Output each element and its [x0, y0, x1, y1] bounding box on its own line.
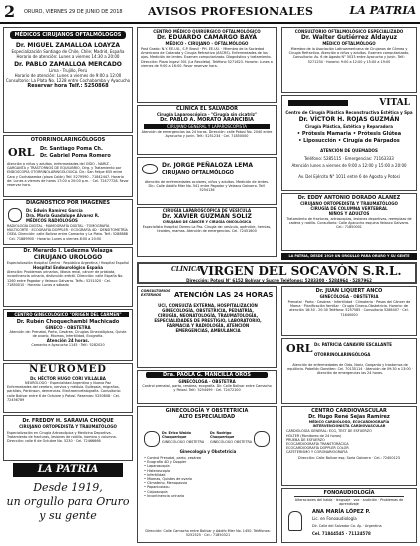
ophthalmologist-ad: [137, 157, 277, 205]
doctor-specialty: CIRUJANO ORTOPEDISTA Y TRAUMATÓLOGO: [19, 424, 117, 429]
phone-text: Reservar hora Telf.: 5250868: [27, 83, 109, 89]
radiology-icon: [8, 208, 22, 222]
service-item: FARMACIA Y RADIOLOGÍA, ATENCIÓN: [166, 323, 250, 328]
ad-title: DIAGNÓSTICO POR IMÁGENES: [26, 200, 110, 206]
hours-text: Atención lunes a viernes de 9:00 a 12:00 y 15:00 a 20:00: [291, 163, 407, 168]
doctor-specialty: CIRUJANO DE CÁNCER Y CIRUGÍA ONCOLÓGICA: [162, 220, 252, 224]
doctor-name: Dr. Rubén Choquechambi Machicado: [16, 319, 120, 325]
neuromed-logo: NEUROMED: [29, 364, 107, 375]
doctor-specialty: MÉDICO CARDIÓLOGO, ECOCARDIOGRAFÍA: [308, 420, 390, 424]
gineco-obstetra-ad: [281, 286, 417, 336]
page-number: 2: [4, 2, 16, 21]
hours-text: ATENCIÓN LAS 24 HORAS: [174, 291, 274, 299]
address-text: Av. Del Ejército N° 1011 entre 6 de Agosto y Potosí: [298, 174, 400, 179]
dateline: ORURO, VIERNES 29 DE JUNIO DE 2018: [24, 9, 123, 15]
doctor-name: Dr. Hugo René Sejas Ramírez: [308, 414, 390, 420]
doctor-specialty: GINECÓLOGA · OBSTETRA: [178, 379, 236, 384]
doctor-name: Dra. María Guadalupe Alvarez R.: [26, 213, 100, 218]
clinic-address: Dirección: Potosí N° 6152 Bolívar y Sucre Teléfonos: 5283300 · 5284964 · 5287962: [186, 278, 372, 283]
ad-body: Post Grado: N.Y. EE.UU., S.P. Brasil · PH. EE.UU. · Miembro de la Sociedad Americana de Catarata y Cirugía Refractiva (ASCRS). Enfermedades de los ojos. Medición de lentes. Examen computarizado. Diagnóstico y tratamiento. Dirección: Plaza Ingavi 301 (La Recoleta). Teléfono 5271623. Horario: Lunes a viernes de 9:00 a 16:00. Favor reservar hora.: [141, 47, 273, 68]
doctor-specialty: Lima - Trujillo, Perú: [48, 68, 88, 73]
doctor-name: Dr. EDUARDO CAMARGO BAYÁ: [156, 34, 258, 41]
gyn-obstetrics-ad: [137, 406, 277, 543]
service-item: UCI, CONSULTA EXTERNA, HOSPITALIZACIÓN: [158, 303, 258, 308]
la-patria-strip: LA PATRIA, DESDE 1919 UN ORGULLO PARA ORURO Y SU GENTE: [281, 253, 417, 260]
vital-logo: VITAL: [379, 98, 410, 108]
ad-title: CONSULTORIO OFTALMOLÓGICO ESPECIALIZADO: [294, 29, 404, 34]
ad-subtitle: Especialización Hospital Centra · República Argentina / Hospital Español: [6, 261, 130, 265]
doctor-specialty: GINECÓLOGO OBSTETRA: [162, 440, 205, 444]
clinic-name: VIRGEN DEL SOCAVÓN S.R.L.: [199, 264, 402, 278]
ophthalmology-ad: [3, 27, 133, 133]
logo-bar: [288, 100, 348, 106]
page-header: [0, 0, 420, 24]
doctor-specialty: GINECÓLOGA · OBSTETRIA: [319, 294, 379, 299]
ortho-spine-ad: [281, 193, 417, 251]
ad-body: Enfermedades del cerebro, nervios y médula. Epilepsia, migrañas, parálisis, Parkinson, demencias. Electroencefalografía. Consultorio: calle Bolívar entre 6 de Octubre y Potosí. Reservas: 5250808 · Cel. 72456789: [7, 385, 121, 402]
phone-text: Teléfono: 5285115 · Emergencias: 71163333: [304, 156, 394, 161]
section-title: AVISOS PROFESIONALES: [148, 5, 314, 18]
doctor-name: Dr. PABLO ZAMALLOA MERCADO: [14, 61, 122, 68]
photo-placeholder: [144, 431, 160, 447]
services-list: [286, 429, 412, 454]
laparoscopy-ad: [137, 207, 277, 257]
service-item: • Control Prenatal, parto, cesárea: [144, 456, 201, 460]
service-item: EMERGENCIAS, AMBULANCIA: [175, 328, 241, 333]
orl-canaviri-ad: [281, 338, 417, 404]
service-item: • Papanicolaou: [144, 485, 170, 490]
ad-subtitle: Cirugía Laparoscópica · "Cirugía sin cicatriz": [156, 112, 258, 117]
ad-title: GINECOLOGÍA Y OBSTETRICIA ALTO ESPECIALIDAD: [165, 408, 249, 420]
doctor-name: Dr. Merardo I. Ledezma Velazga: [23, 248, 113, 254]
ad-body: Atención de enfermedades de Oído, Nariz, Garganta y trastornos de equilibrio. Pabellón Dorotten: Cel. 70135114 · Atención de 09:30 a 13:00 · Atención de emergencias las 24 horas.: [287, 363, 413, 376]
doctor-specialty: MÉDICO - CIRUJANO - OFTALMÓLOGO: [165, 41, 249, 46]
hours-text: Horario de atención: Lunes a viernes de 9:00 a 12:00: [14, 73, 122, 78]
service-item: CARDIOLOGÍA GENERAL: ECG, TEST DE ESFUERZO: [286, 429, 372, 434]
vital-plastic-surgery-ad: [281, 95, 417, 191]
cardiovascular-ad: [281, 406, 417, 486]
doctor-name: Dr. Gabriel Poma Romero: [40, 153, 111, 159]
ad-title: FONOAUDIOLOGÍA: [294, 490, 404, 497]
ad-body: Atención: Problemas urinarios, litiasis renal, cáncer de próstata, incontinencia urinaria, disfunción eréctil. Dirección: calle España No. 1260 entre Pagador y Velasco Galvarro. Telfs.: 5251020 · Cel. 71850010 · Horario: Lunes a sábado: [7, 270, 124, 287]
eye-clinic-ad: [281, 27, 417, 93]
hospital-name: Hospital Endourológico España: [33, 265, 103, 271]
ad-subtitle: Centro de Cirugía Plástica Reconstructiva Estética y Spa: [285, 110, 413, 115]
doctor-specialty: NEURÓLOGO · Especialidad Argentina y Nueva Paz: [25, 381, 111, 385]
service-item: • Histeroscopía: [144, 468, 171, 473]
ad-subtitle: CIRUGÍA DE COLUMNA VERTEBRAL: [310, 206, 388, 211]
service-item: GINECOLOGÍA, OBSTETRICIA, PEDIATRÍA,: [162, 308, 254, 313]
address-text: Dirección: Calle Camacho entre Bolívar y Adolfo Mier No. 1450. Teléfonos: 5252525 · Cel.: 71850321: [145, 529, 271, 538]
banner-line: Desde 1919,: [33, 481, 103, 494]
ad-body: Especialista Hospital Obrero La Paz. Cirugía de: vesícula, apéndice, hernias, tiroides, mamas. Atención de emergencias. Cel. 72451600: [142, 225, 272, 234]
service-item: • Colposcopía: [144, 489, 168, 494]
doctor-specialty: OTORRINOLARINGÓLOGA: [314, 352, 371, 357]
photo-placeholder: [254, 431, 270, 447]
person-icon: [288, 511, 302, 531]
clinic-header-ad: [137, 262, 417, 284]
ad-body: RADIOLOGÍA DIGITAL · MAMOGRAFÍA DIGITAL · TOMOGRAFÍA MULTICORTE · ECOGRAFÍA DOPPLER · ECOGRAFÍA 4D · DENSITOMETRÍA ÓSEA. Dirección: calle Bolívar entre Camacho y La Plata. Telf.: 5288888 · Cel. 71889900 · Horario: Lunes a viernes 8:00 a 20:00: [7, 224, 128, 241]
doctor-name: Dr. EDDY ANTONIO DORADO ALANEZ: [297, 195, 401, 201]
neuromed-ad: [3, 363, 133, 413]
doctor-specialty: GINECO - OBSTETRA: [45, 325, 91, 330]
clinic-services-ad: [137, 286, 277, 368]
service-item: • Incontinencia urinaria: [144, 493, 185, 498]
la-patria-banner: [3, 463, 133, 543]
ad-title: CIRUJANO UROLOGO: [33, 254, 103, 261]
services-list: [144, 456, 274, 498]
doctor-name: Dr. Walter Gutiérrez Aldayuz: [300, 34, 398, 41]
ad-body: Atención de enfermedades oculares, niños y adultos. Medición de lentes. Dir.: Calle Adolfo Mier No. 541 entre Pagador y Velasco Galvarro. Telf. 5254136: [144, 180, 270, 193]
doctor-specialty: GINECÓLOGO OBSTETRA: [210, 440, 253, 444]
ad-title: OTORRINOLARINGÓLOGOS: [30, 137, 106, 143]
doctor-name: Dr. VÍCTOR H. ROJAS GUZMÁN: [298, 116, 400, 123]
ad-subtitle: ATENCIÓN DE QUEMADOS: [320, 148, 378, 153]
doctor-specialty: Especialización Santiago de Chile, Chile; Madrid, España: [11, 49, 125, 54]
doctor-name: Dr. Edwin Ramírez García: [26, 208, 83, 213]
service-item: • Miomas, Quistes de ovario: [144, 477, 192, 482]
address-text: Dirección: Calle Bolívar esq. Soria Galvarro · Cel.: 72400123: [298, 455, 400, 460]
eye-surgery-center-ad: [137, 27, 277, 103]
doctor-name: Dra. PAOLA G. MANCILLA OROS: [146, 372, 268, 378]
service-item: HOLTER (Monitoreo de 24 horas): [286, 433, 342, 438]
ad-title: CIRUGÍA LAPAROSCÓPICA DE VESÍCULA: [162, 208, 252, 213]
doctor-name: Dr. PATRICIA CANAVIRI ESCALANTE: [314, 342, 393, 347]
service-item: ESPECIALIDADES DE PRESTIGIO, LABORATORIO,: [154, 318, 262, 323]
masthead: LA PATRIA: [349, 4, 416, 17]
imaging-ad: [3, 199, 133, 245]
urology-ad: [3, 247, 133, 307]
orl-logo: ORL: [8, 146, 35, 159]
hours-text: Horario de atención: Lunes a viernes 14:30 a 20:00: [16, 54, 120, 59]
services-list: [141, 303, 275, 333]
service-list: • Liposucción • Cirugía de Párpados: [298, 138, 400, 144]
doctor-specialty: MÉDICO OFTALMÓLOGO: [322, 41, 376, 46]
doctor-name: Dr. PABLO A. MORATO ARANCIBIA: [160, 117, 254, 123]
doctor-specialty: CIRUJANO ORTOPEDISTA Y TRAUMATÓLOGO: [300, 201, 398, 206]
doctor-name: Dr. JORGE PEÑALOZA LEMA: [162, 162, 254, 169]
hours-text: Atención 24 horas.: [46, 338, 90, 344]
ad-body: Prenatal · Parto · Cesárea · Infertilidad · Climaterio · Pesas del Cáncer de Mama · Planificación familiar · Cirugía Gineco-Obstetricia. Horario: de atención 16:30 - 20:30 Teléfono: 5257585 · Consultorio 5286407 · Cel. 71640000: [287, 300, 411, 317]
doctor-name: Dr. MIGUEL ZAMALLOA LOAYZA: [15, 42, 121, 49]
therapist-title: Lic. en Fonoaudiología: [312, 516, 357, 521]
service-list: • Prótesis Mamaria • Prótesis Glútea: [296, 131, 402, 137]
orl-logo: ORL: [286, 342, 313, 355]
doctor-name: Dr. Santiago Poma Ch.: [40, 146, 103, 152]
address-text: Dir. Calle del Salvador Ca. Ay. · Argentina: [312, 524, 382, 528]
service-item: • Ecografía 4D y Doppler: [144, 460, 187, 465]
doctor-name: Dr. Rodrigo Choquerique: [210, 431, 235, 440]
clinica-el-salvador-ad: [137, 105, 277, 155]
ad-subtitle: NIÑOS Y ADULTOS: [328, 211, 370, 216]
banner-masthead: LA PATRIA: [13, 463, 123, 477]
orl-ad: [3, 135, 133, 197]
doctor-name: Dr. XAVIER GUZMÁN SOLIZ: [162, 213, 252, 220]
doctor-name: Dr. FREDDY H. SARAVIA CHOQUE: [22, 418, 114, 424]
doctor-name: Dr. Erico Waldo Choquerique: [162, 431, 191, 440]
eye-icon: [142, 164, 158, 174]
doctor-name: Dr. HÉCTOR HUGO CORI VILLALBA: [30, 376, 106, 381]
clinic-tag: CLÍNICA: [171, 266, 201, 273]
services-text: Alteraciones del habla · lenguaje · voz · audición · Problemas de aprendizaje: [294, 498, 404, 507]
address-text: Camacho e Ayacucho 1145 · Telf.: 5282020: [31, 343, 105, 348]
ad-body: Control prenatal, parto, cesárea, ecografía. Dir. Calle Bolívar entre Camacho y Potosí. Telf.: 5254499 · Cel. 72472100: [142, 384, 272, 393]
ad-subtitle: INTERVENCIONISTA CARDIOVASCULAR: [312, 424, 386, 429]
address-text: Consultorio: La Plata No. 1228 entre Cochabamba y Ayacucho: [5, 78, 131, 83]
ad-body: Atención de: Prenatal, Parto, Cesárea, Cirugías Ginecológicas, Quiste de ovario, Miomas, Infertilidad, Ecografía.: [9, 330, 127, 339]
service-item: CIRUGÍA, NEONATOLOGÍA, TRAUMATOLOGÍA,: [157, 313, 259, 318]
service-item: ECOCARDIOGRAFÍA TRANSTORÁCICA: [286, 442, 349, 447]
service-item: PRUEBA DE ESFUERZO: [286, 437, 325, 442]
orthopedics-ad: [3, 415, 133, 461]
ad-body: Atención a niños y adultos, enfermedades del OÍDO - NARIZ - GARGANTA y TRASTORNOS DE EQUILIBRIO, Oírg. y Tratamiento por ENDOSCOPIA OTORRINOLARINGOLÓGICA. Dir.: San Felipe 655 entre Caro y Cochabamba (plaza Colón) Telf. 5279590 - 71842447. Horario de: Lunes a viernes de horas 17:00 a 20:00 p.m. · Cel. 72477728. Favor reservar hora.: [7, 162, 129, 188]
ad-subtitle: MÉDICOS RADIÓLOGOS: [26, 218, 78, 223]
doctor-specialty: CIRUJANO GENERAL Y LAPAROSCOPISTA: [144, 124, 270, 129]
ad-body: Especialización en Cirugía Artroscópica y Medicina Deportiva. Tratamiento de fracturas, lesiones de rodilla, hombro y columna. Dirección: calle 6 de Octubre No. 5230 · Cel. 72466666: [7, 431, 117, 444]
speech-therapy-ad: [281, 488, 417, 543]
gynecology-ad: [3, 309, 133, 361]
service-item: • Laparoscopía: [144, 464, 170, 469]
gynecologist-ad: [137, 370, 277, 404]
banner-line: un orgullo para Oruro: [6, 495, 130, 508]
ad-body: Miembro de la Asociación Latinoamericana de Cirujanos de Córnea y Cirugía Refractiva. Atención a niños y adultos. Examen computarizado. Consultorio: Av. 6 de Agosto N° 5033 entre Ayacucho y Junín. Telf.: 5271234 · Horario: 9:00 a 12:00 y 15:00 a 19:00: [288, 47, 410, 64]
service-item: • Climaterio, Menopausia: [144, 481, 188, 486]
ad-title: CENTRO GINECOLÓGICO "ORIGEN DEL CARMEN": [7, 312, 129, 317]
service-item: CATETERISMO Y CORONARIOGRAFÍA: [286, 450, 348, 455]
ad-title: CENTRO MÉDICO QUIRÚRGICO OFTALMOLÓGICO: [153, 29, 261, 34]
ad-title: MÉDICOS CIRUJANOS OFTALMÓLOGOS: [10, 31, 126, 39]
doctor-name: Dr. JUAN LIQUERT ANCO: [315, 288, 383, 294]
consult-label: CONSULTORIOS EXTERNOS: [141, 289, 171, 298]
ad-body: Atención de emergencias las 24 horas. Dirección: calle Potosí No. 2040 entre Ayacucho y Junín. Telf.: 5251234 · Cel. 71850000: [141, 130, 273, 139]
ad-body: Tratamiento de fracturas, artroscopias, lesiones deportivas, reemplazo de cadera y rodilla. Consultorio: Calle Ayacucho esquina Velasco Galvarro. Cel.: 71850001: [286, 217, 412, 230]
service-item: ECOCARDIOGRAFÍA DOPPLER COLOR: [286, 446, 349, 451]
therapist-name: ANA MARÍA LÓPEZ P.: [312, 509, 371, 515]
services-title: Ginecología y Obstetricia: [179, 449, 237, 454]
ad-title: CENTRO CARDIOVASCULAR: [311, 408, 387, 414]
doctor-specialty: Cirugía Plástica, Estética y Reparadora: [305, 124, 393, 129]
ad-title: CLÍNICA EL SALVADOR: [175, 106, 238, 112]
service-item: • Infertilidad: [144, 472, 166, 477]
doctor-specialty: CIRUJANO OFTALMÓLOGO: [162, 170, 234, 176]
phone-text: Cel. 71844545 · 71124578: [312, 531, 371, 536]
banner-line: y su gente: [39, 509, 97, 522]
